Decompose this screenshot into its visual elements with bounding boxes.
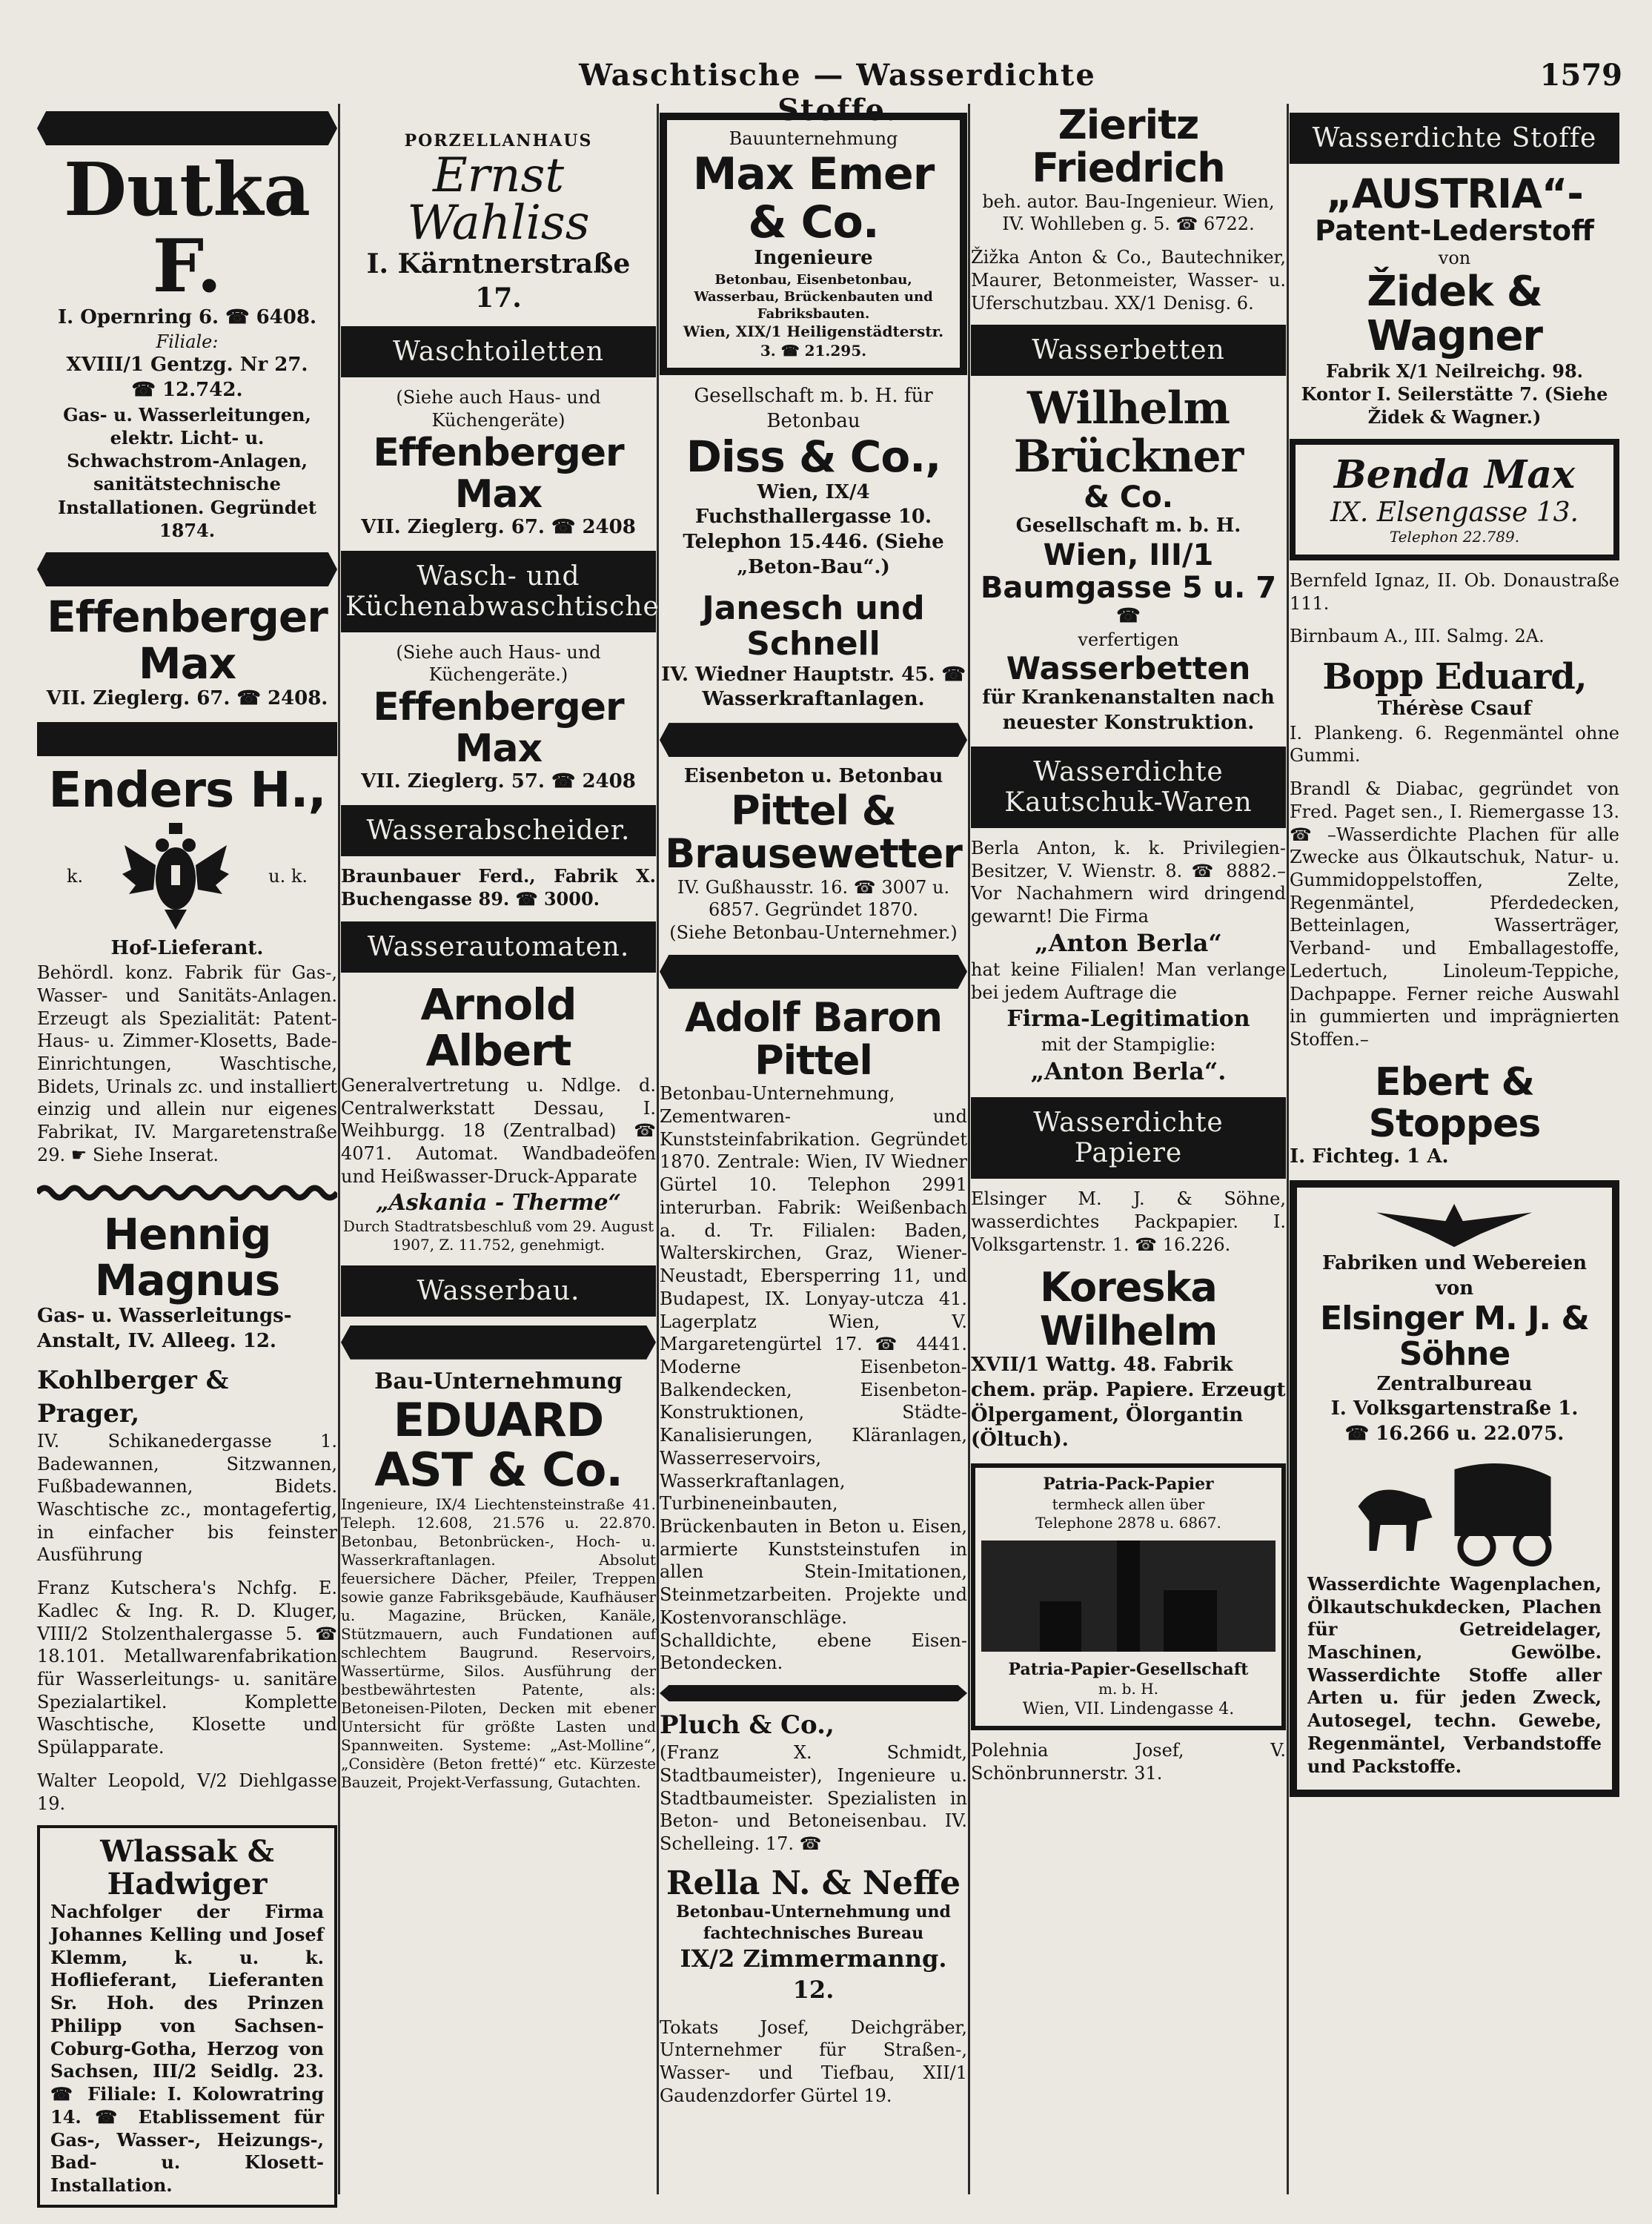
- ad-label: von: [1438, 248, 1471, 269]
- ad-brand: „Anton Berla“: [1035, 928, 1222, 957]
- ad-bopp: [1290, 658, 1619, 767]
- ad-text: XVII/1 Wattg. 48. Fabrik chem. präp. Papiere. Erzeugt Ölpergament, Ölorgantin (Öltuch).: [971, 1353, 1286, 1452]
- ad-text: Betonbau, Eisenbetonbau, Wasserbau, Brückenbauten und Fabriksbauten.: [694, 272, 933, 322]
- ad-address: VII. Zieglerg. 57. ☎ 2408: [361, 770, 636, 793]
- column-4: [971, 104, 1286, 1796]
- ad-text: Žižka Anton & Co., Bautechniker, Maurer, Betonmeister, Wasser- u. Uferschutzbau. XX/1 Denisg. 6.: [971, 247, 1286, 314]
- ad-text: Wasserdichte Wagenplachen, Ölkautschukdecken, Plachen für Getreidelager, Maschinen, Gewölbe. Wasserdichte Stoffe aller Arten u. für jeden Zweck, Autosegel, techn. Gewebe, Regenmäntel, Verbandstoffe und Packstoffe.: [1307, 1572, 1602, 1777]
- ad-text: Polehnia Josef, V. Schönbrunnerstr. 31.: [971, 1740, 1286, 1784]
- ad-name: Enders H.,: [48, 761, 326, 819]
- divider-bar: [341, 1326, 656, 1360]
- ad-text: Birnbaum A., III. Salmg. 2A.: [1290, 626, 1545, 647]
- ad-name: „AUSTRIA“-: [1326, 171, 1583, 217]
- ad-note: Durch Stadtratsbeschluß vom 29. August 1907, Z. 11.752, genehmigt.: [342, 1217, 654, 1254]
- ad-label: k.: [67, 865, 84, 887]
- ad-address: XVIII/1 Gentzg. Nr 27.: [66, 354, 308, 377]
- divider-bar: [37, 552, 337, 586]
- divider-bar: [37, 722, 337, 756]
- ad-zieritz: [971, 104, 1286, 236]
- section-heading: Wasserautomaten.: [341, 921, 656, 973]
- ad-ast: [341, 1367, 656, 1792]
- ad-address: VII. Zieglerg. 67. ☎ 2408.: [46, 687, 328, 710]
- ad-label: mit der Stampiglie:: [1041, 1033, 1216, 1055]
- ad-name: Max Emer & Co.: [692, 148, 935, 248]
- ad-text: (Franz X. Schmidt, Stadtbaumeister), Ingenieure u. Stadtbaumeister. Spezialisten in Beton- und Betoneisenbau. IV. Schelleing. 17. ☎: [660, 1742, 967, 1855]
- ad-brand: „Askania - Therme“: [376, 1189, 621, 1216]
- city-skyline-illustration: [981, 1540, 1276, 1652]
- ad-brueckner: [971, 385, 1286, 736]
- section-heading: Waschtoiletten: [341, 326, 656, 377]
- column-rule: [657, 104, 659, 2194]
- ad-label: Firma-Legitimation: [1006, 1005, 1250, 1032]
- page-number: 1579: [1539, 58, 1622, 93]
- ad-label: Gesellschaft m. b. H.: [1015, 514, 1241, 537]
- ad-label: Gesellschaft m. b. H. für Betonbau: [694, 385, 933, 432]
- ad-address: I. Opernring 6. ☎ 6408.: [58, 305, 316, 328]
- page-header: [0, 58, 1652, 128]
- section-heading: Wasserdichte Stoffe: [1290, 113, 1619, 164]
- column-5: [1290, 104, 1619, 1806]
- ad-label: Thérèse Csauf: [1377, 697, 1532, 720]
- section-note: (Siehe auch Haus- und Küchengeräte.): [396, 641, 601, 686]
- section-heading: Wasserbau.: [341, 1265, 656, 1317]
- ad-text: Bernfeld Ignaz, II. Ob. Donaustraße 111.: [1290, 569, 1619, 614]
- ad-adolf-pittel: [660, 993, 967, 1675]
- ad-berla: [971, 837, 1286, 1087]
- ad-text: Wien, IX/4 Fuchsthallergasse 10. Telephon 15.446. (Siehe „Beton-Bau“.): [683, 480, 944, 578]
- ad-zizka: [971, 246, 1286, 314]
- ad-name: Adolf Baron Pittel: [684, 993, 943, 1084]
- ad-label: Eisenbeton u. Betonbau: [683, 765, 943, 788]
- ad-dutka: [37, 148, 337, 542]
- ad-emer: [660, 113, 967, 375]
- ad-phone: Telephone 2878 u. 6867.: [1035, 1514, 1221, 1532]
- ad-address: Wien, VII. Lindengasse 4.: [1022, 1700, 1235, 1719]
- ad-elsinger-papier: [971, 1188, 1286, 1256]
- ad-text: Betonbau-Unternehmung, Zementwaren- und Kunststeinfabrikation. Gegründet 1870. Zentrale: Wien, IV Wiedner Gürtel 10. Telephon 2991 interurban. Fabrik: Weißenbach a. d. Tr. Filialen: Baden, Walterskirchen, Graz, Wiener-Neustadt, Ebersperring 11, und Budapest, IX. Lonyay-utcza 41. Lagerplatz Wien, V. Margaretengürtel 17. ☎ 4441. Moderne Eisenbeton-Balkendecken, Eisenbeton-Konstruktionen, Städte-Kanalisierungen, Kläranlagen, Wasserreservoirs, Wasserkraftanlagen, Turbineneinbauten, Brückenbauten in Beton u. Eisen, armierte Kunststeinstufen in allen Stein-Imitationen, Steinmetzarbeiten. Projekte und Kostenvoranschläge. Schalldichte, ebene Eisen-Betondecken.: [660, 1083, 967, 1674]
- ad-phone: Telephon 22.789.: [1389, 528, 1520, 546]
- ad-name: Wilhelm Brückner: [1013, 383, 1244, 483]
- ad-name: EDUARD AST & Co.: [374, 1392, 623, 1497]
- ad-name: Wlassak & Hadwiger: [100, 1834, 274, 1902]
- section-heading: Wasserdichte Kautschuk-Waren: [971, 747, 1286, 828]
- ad-janesch: [660, 591, 967, 712]
- ad-label: Bau-Unternehmung: [374, 1368, 623, 1394]
- ad-name: Janesch und Schnell: [702, 589, 925, 663]
- ad-name: Benda Max: [1333, 452, 1576, 498]
- ad-text: Walter Leopold, V/2 Diehlgasse 19.: [37, 1770, 337, 1814]
- ad-rella: [660, 1866, 967, 2006]
- section-heading: Wasserdichte Papiere: [971, 1097, 1286, 1179]
- column-3: [660, 104, 967, 2117]
- ad-address: IX. Elsengasse 13.: [1330, 497, 1579, 529]
- ad-text: beh. autor. Bau-Ingenieur. Wien, IV. Wohlleben g. 5. ☎ 6722.: [982, 191, 1275, 235]
- ad-name: Ebert & Stoppes: [1368, 1059, 1541, 1146]
- ad-diss: [660, 384, 967, 580]
- ad-name: Pittel & Brausewetter: [665, 787, 962, 878]
- ad-address: VII. Zieglerg. 67. ☎ 2408: [361, 515, 636, 538]
- ad-austria: [1290, 173, 1619, 428]
- ad-label: Hof-Lieferant.: [110, 937, 264, 960]
- ad-text: Elsinger M. J. & Söhne, wasserdichtes Packpapier. I. Volksgartenstr. 1. ☎ 16.226.: [971, 1188, 1286, 1255]
- ad-enders: [37, 761, 337, 1167]
- ad-text: Ingenieure, IX/4 Liechtensteinstraße 41. Teleph. 12.608, 21.576 u. 22.870. Betonbau, Betonbrücken-, Hoch- u. Wasserkraftanlagen. Absolut feuersichere Dächer, Pfeiler, Treppen sowie ganze Fabriksgebäude, Kaufhäuser u. Magazine, Brücken, Kanäle, Stützmauern, auch Fundationen auf schlechtem Baugrund. Reservoirs, Wassertürme, Silos. Ausführung der bestbewährtesten Patente, als: Betoneisen-Piloten, Decken mit ebener Untersicht für größte Lasten und Spannweiten. Systeme: „Ast-Molline“, „Considère (Beton fretté)“ etc. Kürzeste Bauzeit, Projekt-Verfassung, Gutachten.: [341, 1495, 656, 1791]
- ad-bernfeld: [1290, 569, 1619, 615]
- section-heading: Wasserabscheider.: [341, 805, 656, 856]
- column-rule: [968, 104, 970, 2194]
- ad-elsinger-stoffe: [1290, 1180, 1619, 1797]
- ad-label: & Co.: [1084, 480, 1173, 514]
- ad-text: IV. Schikanedergasse 1. Badewannen, Sitzwannen, Fußbadewannen, Bidets. Waschtische zc., montagefertig, in einfacher bis feinster Ausführung: [37, 1430, 337, 1566]
- ad-text: Gas- u. Wasserleitungs-Anstalt, IV. Alleeg. 12.: [37, 1304, 292, 1352]
- ad-birnbaum: [1290, 625, 1619, 648]
- ad-ebert: [1290, 1059, 1619, 1170]
- ad-brand: „Anton Berla“.: [1030, 1056, 1227, 1085]
- ad-name: Rella N. & Neffe: [666, 1864, 961, 1902]
- ad-walter: [37, 1770, 337, 1815]
- ad-label: verfertigen: [1078, 629, 1179, 651]
- ad-text: Franz Kutschera's Nchfg. E. Kadlec & Ing. R. D. Kluger, VIII/2 Stolzenthalergasse 5. ☎ 18.101. Metallwarenfabrikation für Wasserleitungs- u. sanitäre Spezialartikel. Komplette Waschtische, Klosette und Spülapparate.: [37, 1578, 337, 1758]
- double-eagle-icon: [120, 821, 231, 932]
- section-note: (Siehe auch Haus- und Küchengeräte): [396, 387, 601, 431]
- ad-name: Kohlberger & Prager,: [37, 1366, 229, 1429]
- section-heading: Wasserbetten: [971, 325, 1286, 376]
- ad-address: I. Volksgartenstraße 1.: [1330, 1397, 1579, 1420]
- ad-phone: ☎ 12.742.: [131, 379, 243, 402]
- ad-benda: [1290, 439, 1619, 560]
- ad-address: I. Kärntnerstraße 17.: [366, 248, 631, 314]
- ad-name: Bopp Eduard,: [1322, 656, 1587, 698]
- ad-text: Fabrik X/1 Neilreichg. 98. Kontor I. Seilerstätte 7. (Siehe Židek & Wagner.): [1301, 360, 1608, 428]
- ad-product: Wasserbetten: [1006, 650, 1251, 687]
- ad-text: Brandl & Diabac, gegründet von Fred. Paget sen., I. Riemergasse 13. ☎ –Wasserdichte Plachen für alle Zwecke aus Ölkautschuk, Natur- u. Gummidoppelstoffen, Zelte, Regenmäntel, Pferdedecken, Betteinlagen, Wasserträger, Verband- und Emballagestoffe, Ledertuch, Linoleum-Teppiche, Dachpappe. Ferner reiche Auswahl in gummierten und imprägnierten Stoffen.–: [1290, 778, 1619, 1050]
- ad-address: Wien, XIX/1 Heiligenstädterstr. 3. ☎ 21.295.: [683, 322, 944, 360]
- ad-name: Zieritz Friedrich: [1032, 102, 1225, 192]
- ad-effenberger-2: [341, 686, 656, 795]
- ad-address: Wien, III/1 Baumgasse 5 u. 7: [980, 537, 1277, 605]
- divider-bar: [660, 723, 967, 757]
- ad-braunbauer: [341, 865, 656, 910]
- ad-text: Generalvertretung u. Ndlge. d. Centralwerkstatt Dessau, I. Weihburgg. 18 (Zentralbad) ☎ 4071. Automat. Wandbadeöfen und Heißwasser-Druck-Apparate: [341, 1074, 656, 1187]
- ad-text: I. Plankeng. 6. Regenmäntel ohne Gummi.: [1290, 722, 1619, 767]
- ad-wlassak: [37, 1825, 337, 2207]
- ad-label: Fabriken und Webereien von: [1321, 1251, 1588, 1300]
- ad-wahliss: [341, 130, 656, 316]
- horse-wagon-illustration: [1307, 1447, 1602, 1573]
- ad-text: IV. Gußhausstr. 16. ☎ 3007 u. 6857. Gegründet 1870.: [677, 876, 950, 921]
- ad-label: Zentralbureau: [1376, 1372, 1533, 1395]
- ad-pluch: [660, 1709, 967, 1856]
- ad-address: IX/2 Zimmermanng. 12.: [680, 1945, 947, 2004]
- ad-name: Hennig Magnus: [94, 1208, 280, 1306]
- ad-text: termheck allen über: [1052, 1495, 1205, 1513]
- ad-text: Berla Anton, k. k. Privilegien-Besitzer, V. Wienstr. 8. ☎ 8882.– Vor Nachahmern wird dringend gewarnt! Die Firma: [971, 837, 1286, 927]
- column-rule: [338, 104, 340, 2194]
- ad-text: Braunbauer Ferd., Fabrik X. Buchengasse 89. ☎ 3000.: [341, 865, 656, 910]
- ad-name: Arnold Albert: [420, 979, 577, 1076]
- column-1: [37, 104, 337, 2215]
- ad-name: Dutka F.: [64, 148, 311, 309]
- ad-text: Gas- u. Wasserleitungen, elektr. Licht- u. Schwachstrom-Anlagen, sanitätstechnische Installationen. Gegründet 1874.: [58, 403, 316, 541]
- ad-effenberger: [37, 594, 337, 712]
- ad-text: Betonbau-Unternehmung und fachtechnisches Bureau: [676, 1902, 951, 1943]
- ad-address: I. Fichteg. 1 A.: [1290, 1145, 1449, 1168]
- ad-name: Diss & Co.,: [686, 431, 941, 482]
- divider-bar: [660, 1685, 967, 1701]
- ad-pittel-brausewetter: [660, 764, 967, 944]
- ad-label: Filiale:: [156, 331, 219, 352]
- ad-text: Nachfolger der Firma Johannes Kelling und Josef Klemm, k. u. k. Hoflieferant, Lieferanten Sr. Hoh. des Prinzen Philipp von Sachsen-Coburg-Gotha, Herzog von Sachsen, III/2 Seidlg. 23. ☎ Filiale: I. Kolowratring 14. ☎ Etablissement für Gas-, Wasser-, Heizungs-, Bad- u. Klosett-Installation.: [50, 1901, 324, 2196]
- ad-patria: [971, 1463, 1286, 1730]
- ad-name: Effenberger Max: [373, 685, 624, 772]
- ad-phone: ☎: [1116, 604, 1141, 627]
- ad-text: Tokats Josef, Deichgräber, Unternehmer für Straßen-, Wasser- und Tiefbau, XII/1 Gaudenzdorfer Gürtel 19.: [660, 2016, 967, 2106]
- ornament-rule: [37, 1183, 337, 1202]
- ad-label: Bauunternehmung: [729, 128, 898, 149]
- ad-brandl: [1290, 778, 1619, 1051]
- ad-name: Patria-Papier-Gesellschaft: [1008, 1659, 1249, 1679]
- ad-text: hat keine Filialen! Man verlange bei jedem Auftrage die: [971, 959, 1286, 1004]
- divider-bar: [660, 955, 967, 989]
- page-title: Waschtische — Wasserdichte Stoffe.: [579, 58, 1096, 128]
- ad-label: Patent-Lederstoff: [1315, 214, 1594, 248]
- ad-label: Ingenieure: [754, 247, 873, 270]
- ad-label: m. b. H.: [1098, 1680, 1158, 1698]
- ad-hennig: [37, 1208, 337, 1354]
- ad-name: Pluch & Co.,: [660, 1710, 835, 1740]
- ad-koreska: [971, 1266, 1286, 1453]
- ad-label: PORZELLANHAUS: [404, 131, 593, 150]
- ad-effenberger-1: [341, 432, 656, 540]
- ad-note: (Siehe Betonbau-Unternehmer.): [669, 921, 958, 943]
- ad-text: Behördl. konz. Fabrik für Gas-, Wasser- und Sanitäts-Anlagen. Erzeugt als Spezialität: Patent-Haus- u. Zimmer-Klosetts, Bade-Einrichtungen, Waschtische, Bidets, Urinals zc. und installiert einzig und allein nur eigenes Fabrikat, IV. Margaretenstraße 29. ☛ Siehe Inserat.: [37, 962, 337, 1165]
- column-2: [341, 104, 669, 1802]
- section-heading: Wasch- und Küchenabwaschtische.: [341, 551, 656, 632]
- ad-polehnia: [971, 1739, 1286, 1784]
- eagle-crest-icon: [1366, 1199, 1542, 1251]
- ad-label: Patria-Pack-Papier: [1043, 1475, 1214, 1495]
- ad-firm: Židek & Wagner: [1366, 267, 1543, 361]
- ad-kohlberger: [37, 1364, 337, 1566]
- ad-tokats: [660, 2016, 967, 2108]
- ad-name: Effenberger Max: [373, 430, 624, 517]
- column-rule: [1287, 104, 1289, 2194]
- ad-kutschera: [37, 1577, 337, 1759]
- ad-name: Elsinger M. J. & Söhne: [1320, 1300, 1589, 1373]
- ad-logo: Ernst Wahliss: [407, 148, 590, 251]
- ad-text: für Krankenanstalten nach neuester Konstruktion.: [982, 686, 1275, 735]
- divider-bar: [37, 111, 337, 145]
- ad-arnold: [341, 979, 656, 1255]
- ad-name: Effenberger Max: [47, 592, 328, 689]
- ad-name: Koreska Wilhelm: [1039, 1264, 1218, 1354]
- ad-label: u. k.: [268, 865, 308, 887]
- ad-phone: ☎ 16.266 u. 22.075.: [1344, 1423, 1565, 1446]
- ad-text: IV. Wiedner Hauptstr. 45. ☎ Wasserkraftanlagen.: [661, 663, 966, 711]
